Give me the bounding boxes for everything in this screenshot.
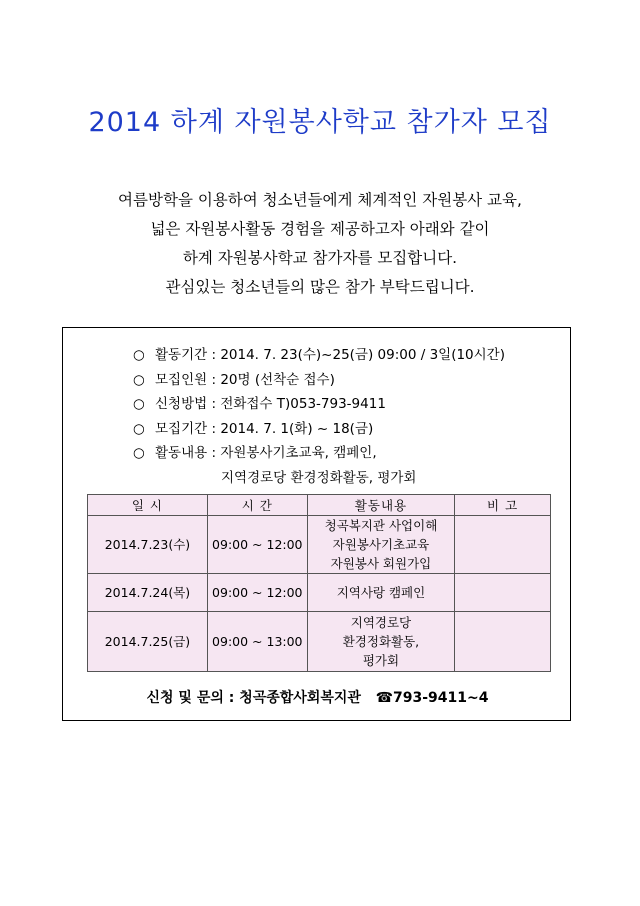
circle-bullet-icon: ○ (133, 347, 145, 363)
info-list (133, 343, 505, 490)
info-item-recruit-period: ○ 모집기간 : 2014. 7. 1(화) ~ 18(금) (133, 417, 505, 442)
page-title: 2014 하계 자원봉사학교 참가자 모집 (88, 107, 552, 138)
circle-bullet-icon: ○ (133, 371, 145, 388)
info-label: 모집기간 (155, 420, 208, 437)
info-value: 전화접수 T)053-793-9411 (220, 396, 386, 412)
row-activity (307, 612, 455, 672)
activity-line: 자원봉사 회원가입 (330, 556, 432, 571)
info-label: 활동기간 (155, 347, 208, 363)
row-activity (307, 574, 455, 612)
row-note (455, 574, 551, 612)
contact-phone: 793-9411~4 (393, 690, 489, 706)
info-value: 2014. 7. 1(화) ~ 18(금) (220, 420, 374, 437)
row-time: 09:00 ~ 13:00 (207, 612, 307, 672)
row-activity (307, 516, 455, 574)
info-item-content: ○ 활동내용 : 자원봉사기초교육, 캠페인, (133, 441, 505, 466)
intro-line: 여름방학을 이용하여 청소년들에게 체계적인 자원봉사 교육, (118, 191, 522, 209)
intro-line: 하계 자원봉사학교 참가자를 모집합니다. (182, 249, 458, 267)
row-date: 2014.7.25(금) (88, 612, 208, 672)
row-time: 09:00 ~ 12:00 (207, 516, 307, 574)
info-label: 신청방법 (155, 396, 208, 412)
info-value: 자원봉사기초교육, 캠페인, (220, 445, 377, 461)
phone-icon: ☎ (375, 690, 394, 706)
intro-text (0, 186, 640, 302)
row-note (455, 612, 551, 672)
row-date: 2014.7.24(목) (88, 574, 208, 612)
schedule-table (87, 494, 551, 672)
activity-line: 지역사랑 캠페인 (336, 585, 426, 600)
info-value: 2014. 7. 23(수)~25(금) 09:00 / 3일(10시간) (220, 347, 505, 363)
contact-text: 신청 및 문의 : 청곡종합사회복지관 (146, 690, 361, 706)
intro-line: 관심있는 청소년들의 많은 참가 부탁드립니다. (165, 278, 475, 296)
info-label: 활동내용 (155, 445, 208, 461)
row-note (455, 516, 551, 574)
activity-line: 자원봉사기초교육 (332, 537, 430, 552)
header-note: 비 고 (455, 495, 551, 516)
activity-line: 환경정화활동, (342, 634, 420, 649)
row-time: 09:00 ~ 12:00 (207, 574, 307, 612)
intro-line: 넓은 자원봉사활동 경험을 제공하고자 아래와 같이 (150, 220, 490, 238)
header-activity: 활동내용 (307, 495, 455, 516)
header-time: 시 간 (207, 495, 307, 516)
info-item-recruit: ○ 모집인원 : 20명 (선착순 접수) (133, 368, 505, 393)
table-row (88, 612, 551, 672)
activity-line: 지역경로당 (350, 615, 412, 630)
table-row (88, 516, 551, 574)
header-date: 일 시 (88, 495, 208, 516)
info-item-method: ○ 신청방법 : 전화접수 T)053-793-9411 (133, 392, 505, 417)
activity-line: 청곡복지관 사업이해 (324, 518, 438, 533)
table-header-row (88, 495, 551, 516)
circle-bullet-icon: ○ (133, 396, 145, 412)
info-value: 20명 (선착순 접수) (220, 371, 335, 388)
info-box (62, 327, 571, 721)
activity-line: 평가회 (362, 653, 400, 668)
info-label: 모집인원 (155, 371, 208, 388)
info-item-period: ○ 활동기간 : 2014. 7. 23(수)~25(금) 09:00 / 3일(10시간) (133, 343, 505, 368)
contact-footer (63, 687, 572, 707)
row-date: 2014.7.23(수) (88, 516, 208, 574)
info-item-content-cont: 지역경로당 환경정화활동, 평가회 (221, 469, 417, 486)
circle-bullet-icon: ○ (133, 420, 145, 437)
table-row (88, 574, 551, 612)
circle-bullet-icon: ○ (133, 445, 145, 461)
